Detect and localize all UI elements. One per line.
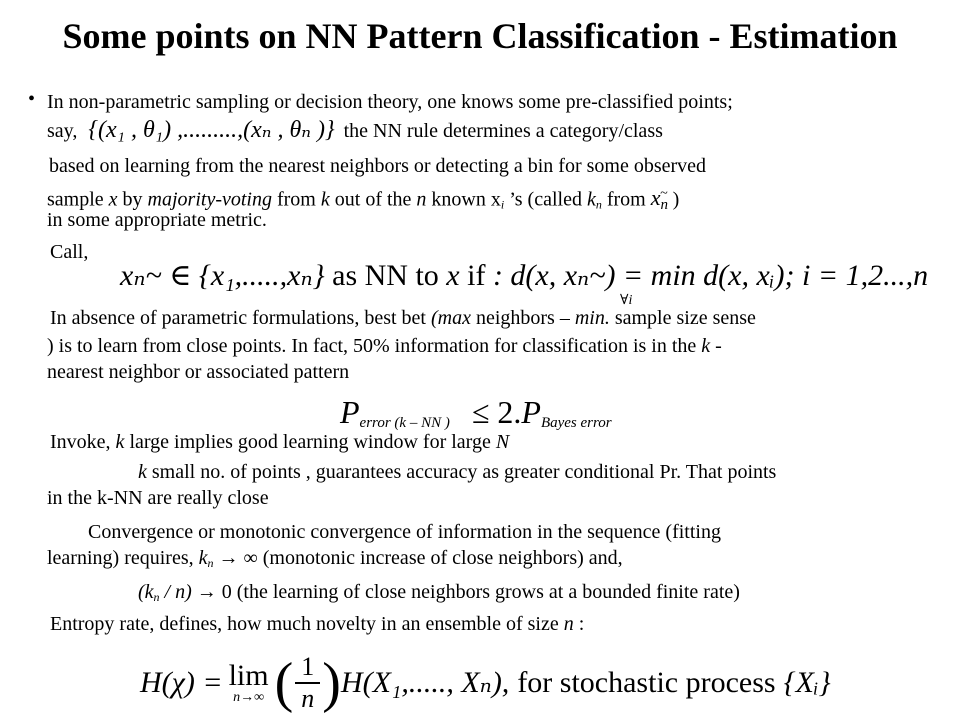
left-paren: ( bbox=[274, 652, 294, 714]
text-frag: n bbox=[153, 590, 160, 604]
para1-line3: based on learning from the nearest neighbors or detecting a bin for some observed bbox=[49, 155, 707, 177]
forall-subscript: ∀i bbox=[620, 293, 633, 308]
say-text: say, bbox=[47, 120, 78, 142]
text-frag: ) is to learn from close points. In fact, 50% information for classification is in the bbox=[47, 335, 697, 357]
bound-lhs: P bbox=[340, 394, 360, 430]
text-frag: (max bbox=[430, 307, 471, 329]
entropy-set: {Xᵢ} bbox=[783, 666, 831, 699]
para2-line3: nearest neighbor or associated pattern bbox=[47, 361, 350, 383]
text-frag: ) bbox=[672, 188, 680, 211]
text-frag: known x bbox=[431, 188, 501, 211]
para1-line2 bbox=[47, 118, 663, 143]
entropy-for-text: for stochastic process bbox=[517, 666, 776, 699]
text-frag: n bbox=[563, 613, 574, 635]
para3-small-k bbox=[138, 460, 776, 484]
text-frag: min. bbox=[574, 307, 610, 329]
para4-line1: Convergence or monotonic convergence of information in the sequence (fitting bbox=[88, 521, 721, 543]
bound-lhs-sub: error (k – NN ) bbox=[359, 415, 450, 431]
nn-def-lhs: xₙ~ ∈ {x₁,.....,xₙ} bbox=[120, 259, 325, 292]
xn-tilde-symbol: xn~ bbox=[650, 185, 669, 214]
para2-line1 bbox=[50, 306, 756, 330]
lim-text: lim bbox=[228, 659, 269, 692]
entropy-rate-formula bbox=[140, 648, 831, 718]
text-frag: (k bbox=[138, 581, 154, 603]
para1-line5: in some appropriate metric. bbox=[47, 209, 267, 231]
nn-def-as-nn: as NN to bbox=[332, 259, 439, 292]
entropy-lhs: H(χ) = bbox=[140, 666, 223, 699]
text-frag: neighbors – bbox=[475, 307, 570, 329]
text-frag: : bbox=[578, 613, 585, 635]
text-frag: x bbox=[108, 188, 118, 211]
text-frag: from bbox=[606, 188, 646, 211]
bullet-icon: • bbox=[28, 88, 36, 110]
text-frag: N bbox=[495, 431, 510, 453]
text-frag: k bbox=[320, 188, 330, 211]
para1-line1: In non-parametric sampling or decision theory, one knows some pre-classified points; bbox=[47, 91, 733, 113]
text-frag: by bbox=[122, 188, 143, 211]
text-frag: n bbox=[595, 197, 602, 212]
nn-def-x: x bbox=[446, 259, 460, 292]
text-frag: - bbox=[715, 335, 722, 357]
text-frag: → 0 (the learning of close neighbors grows at a bounded finite rate) bbox=[196, 581, 740, 603]
text-frag: out of the bbox=[334, 188, 412, 211]
lim-sub: n→∞ bbox=[233, 690, 265, 705]
nn-definition-formula bbox=[120, 256, 928, 296]
text-frag: k bbox=[115, 431, 125, 453]
call-label: Call, bbox=[50, 241, 89, 263]
one-over-n-fraction bbox=[295, 652, 320, 714]
para4-line3 bbox=[138, 580, 740, 609]
sample-set-formula: {(x₁ , θ₁) ,.........,(xₙ , θₙ )} bbox=[88, 117, 335, 143]
para5-line1 bbox=[50, 612, 584, 636]
bound-rhs: P bbox=[521, 394, 541, 430]
nn-def-if: if bbox=[467, 259, 486, 292]
text-frag: learning) requires, bbox=[47, 547, 194, 569]
text-frag: k bbox=[198, 547, 208, 569]
slide-title: Some points on NN Pattern Classification - Estimation bbox=[62, 16, 898, 56]
entropy-body: H(X₁,....., Xₙ), bbox=[340, 666, 510, 699]
right-paren: ) bbox=[322, 652, 341, 714]
text-frag: / n) bbox=[164, 581, 192, 603]
text-frag: from bbox=[276, 188, 316, 211]
bound-rhs-sub: Bayes error bbox=[540, 415, 612, 431]
para3-line3: in the k-NN are really close bbox=[47, 487, 269, 509]
text-frag: i bbox=[500, 197, 505, 212]
frac-den: n bbox=[301, 684, 315, 713]
text-frag: Entropy rate, defines, how much novelty in an ensemble of size bbox=[50, 613, 559, 635]
text-frag: k bbox=[138, 461, 147, 483]
text-frag: large implies good learning window for large bbox=[129, 431, 491, 453]
text-frag: sample size sense bbox=[614, 307, 756, 329]
frac-num: 1 bbox=[295, 652, 320, 684]
para4-line2 bbox=[47, 546, 623, 575]
text-frag: n bbox=[207, 556, 214, 570]
bound-op: ≤ 2. bbox=[471, 394, 522, 430]
text-frag: n bbox=[416, 188, 427, 211]
text-frag: k bbox=[586, 188, 596, 211]
lim-operator bbox=[229, 661, 269, 705]
para2-line2 bbox=[47, 334, 722, 358]
majority-voting-text: majority-voting bbox=[147, 188, 272, 211]
text-frag: Invoke, bbox=[50, 431, 111, 453]
text-frag: ’s (called bbox=[509, 188, 582, 211]
para3-invoke bbox=[50, 430, 509, 454]
nn-def-rest: : d(x, xₙ~) = min d(x, xᵢ); i = 1,2...,n bbox=[492, 259, 929, 292]
text-frag: sample bbox=[47, 188, 104, 211]
text-frag: k bbox=[701, 335, 711, 357]
text-frag: In absence of parametric formulations, best bet bbox=[50, 307, 426, 329]
text-frag: → ∞ (monotonic increase of close neighbors) and, bbox=[218, 547, 623, 569]
nn-rule-text: the NN rule determines a category/class bbox=[343, 120, 663, 142]
text-frag: small no. of points , guarantees accuracy as greater conditional Pr. That points bbox=[151, 461, 777, 483]
